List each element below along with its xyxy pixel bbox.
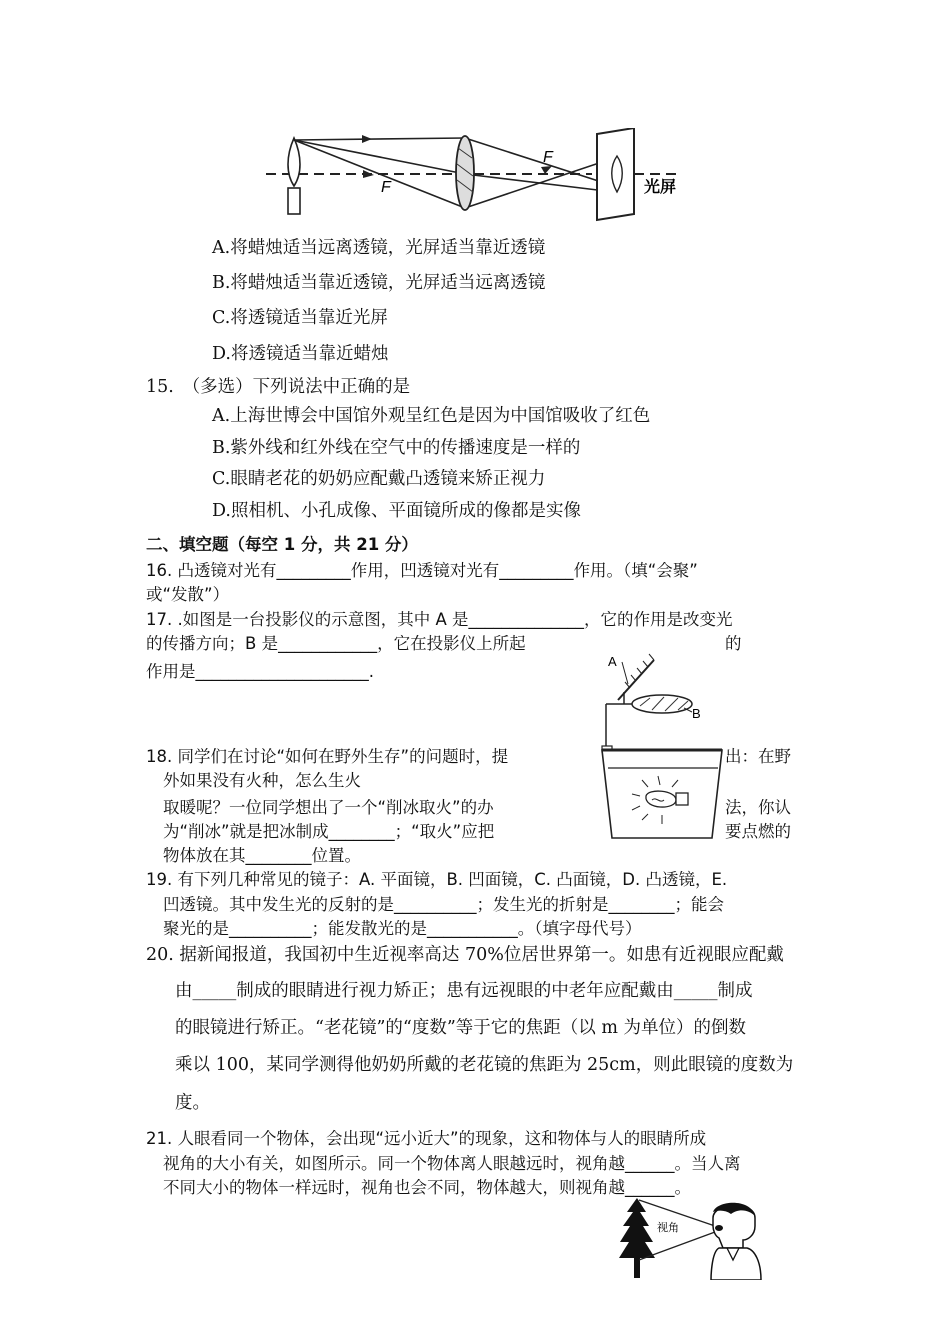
sight-line-bottom xyxy=(639,1232,715,1260)
q17-line1: 17. .如图是一台投影仪的示意图，其中 A 是______________，它的作用是改变光 xyxy=(146,610,733,629)
q20-line2: 由_____制成的眼睛进行视力矫正；患有远视眼的中老年应配戴由_____制成 xyxy=(175,981,753,1001)
convex-lens xyxy=(632,695,692,713)
focus-label-right: F xyxy=(543,149,553,166)
tree-icon xyxy=(619,1198,655,1258)
q21-line2: 视角的大小有关，如图所示。同一个物体离人眼越远时，视角越______。当人离 xyxy=(163,1154,741,1173)
projector-diagram-svg xyxy=(600,650,725,840)
q14-option-d: D.将透镜适当靠近蜡烛 xyxy=(212,344,389,364)
q18-line1a: 18. 同学们在讨论“如何在野外生存”的问题时，提 xyxy=(146,747,509,766)
q19-line3: 聚光的是__________；能发散光的是___________。（填字母代号） xyxy=(163,919,642,938)
q18-line5: 物体放在其________位置。 xyxy=(163,846,361,865)
arrow-1 xyxy=(362,135,372,143)
lens-diagram xyxy=(262,128,702,228)
lamp xyxy=(646,791,676,807)
screen-label: 光屏 xyxy=(644,179,677,196)
q17-line3: 作用是_____________________. xyxy=(146,662,374,681)
q15-option-b: B.紫外线和红外线在空气中的传播速度是一样的 xyxy=(212,438,581,458)
q20-line3: 的眼镜进行矫正。“老花镜”的“度数”等于它的焦距（以 m 为单位）的倒数 xyxy=(175,1018,747,1038)
q18-line4b: 要点燃的 xyxy=(725,822,791,841)
q20-line1: 20. 据新闻报道，我国初中生近视率高达 70%位居世界第一。如患有近视眼应配戴 xyxy=(146,945,784,965)
visual-angle-diagram-svg xyxy=(615,1196,765,1280)
q20-line4: 乘以 100，某同学测得他奶奶所戴的老花镜的焦距为 25cm，则此眼镜的度数为 xyxy=(175,1055,794,1075)
q15-option-a: A.上海世博会中国馆外观呈红色是因为中国馆吸收了红色 xyxy=(212,406,651,426)
q15-option-d: D.照相机、小孔成像、平面镜所成的像都是实像 xyxy=(212,501,581,521)
q20-line5: 度。 xyxy=(175,1093,210,1113)
section2-heading: 二、填空题（每空 1 分，共 21 分） xyxy=(146,535,418,554)
q16-line1: 16. 凸透镜对光有_________作用，凹透镜对光有_________作用。（填“会聚” xyxy=(146,561,698,580)
label-b: B xyxy=(692,706,701,721)
q18-line1b: 出：在野 xyxy=(725,747,791,766)
q17-line2b: 的 xyxy=(725,634,742,653)
q14-option-b: B.将蜡烛适当靠近透镜，光屏适当远离透镜 xyxy=(212,273,546,293)
q21-line3: 不同大小的物体一样远时，视角也会不同，物体越大，则视角越______。 xyxy=(163,1178,691,1197)
q14-option-a: A.将蜡烛适当远离透镜，光屏适当靠近透镜 xyxy=(212,238,546,258)
q14-option-c: C.将透镜适当靠近光屏 xyxy=(212,308,388,328)
q21-line1: 21. 人眼看同一个物体，会出现“远小近大”的现象，这和物体与人的眼睛所成 xyxy=(146,1129,707,1148)
visual-angle-diagram xyxy=(615,1196,765,1280)
q15-stem: 15. （多选）下列说法中正确的是 xyxy=(146,377,411,397)
q18-line4a: 为“削冰”就是把冰制成________；“取火”应把 xyxy=(163,822,495,841)
q16-line2: 或“发散”） xyxy=(146,585,230,604)
candle-body xyxy=(288,188,300,214)
q18-line2: 外如果没有火种，怎么生火 xyxy=(163,771,361,790)
q15-option-c: C.眼睛老花的奶奶应配戴凸透镜来矫正视力 xyxy=(212,469,546,489)
ray-center xyxy=(294,140,465,174)
candle-flame xyxy=(288,138,300,186)
q19-line2: 凹透镜。其中发生光的反射的是__________；发生光的折射是________；能会 xyxy=(163,895,724,914)
lens-diagram-svg xyxy=(262,128,702,228)
arrow-3 xyxy=(541,166,552,174)
q18-line3a: 取暖呢？一位同学想出了一个“削冰取火”的办 xyxy=(163,798,494,817)
ray-top xyxy=(294,138,465,140)
q17-line2a: 的传播方向；B 是____________，它在投影仪上所起 xyxy=(146,634,526,653)
label-a: A xyxy=(608,654,617,669)
ray-center-out xyxy=(465,174,614,192)
focus-label-left: F xyxy=(381,179,391,196)
projector-diagram xyxy=(600,650,725,840)
angle-label: 视角 xyxy=(657,1222,679,1234)
ray-top-out xyxy=(465,138,614,186)
convex-lens xyxy=(456,136,474,210)
q19-line1: 19. 有下列几种常见的镜子：A. 平面镜，B. 凹面镜，C. 凸面镜，D. 凸透镜，E. xyxy=(146,870,728,889)
q18-line3b: 法，你认 xyxy=(725,798,791,817)
